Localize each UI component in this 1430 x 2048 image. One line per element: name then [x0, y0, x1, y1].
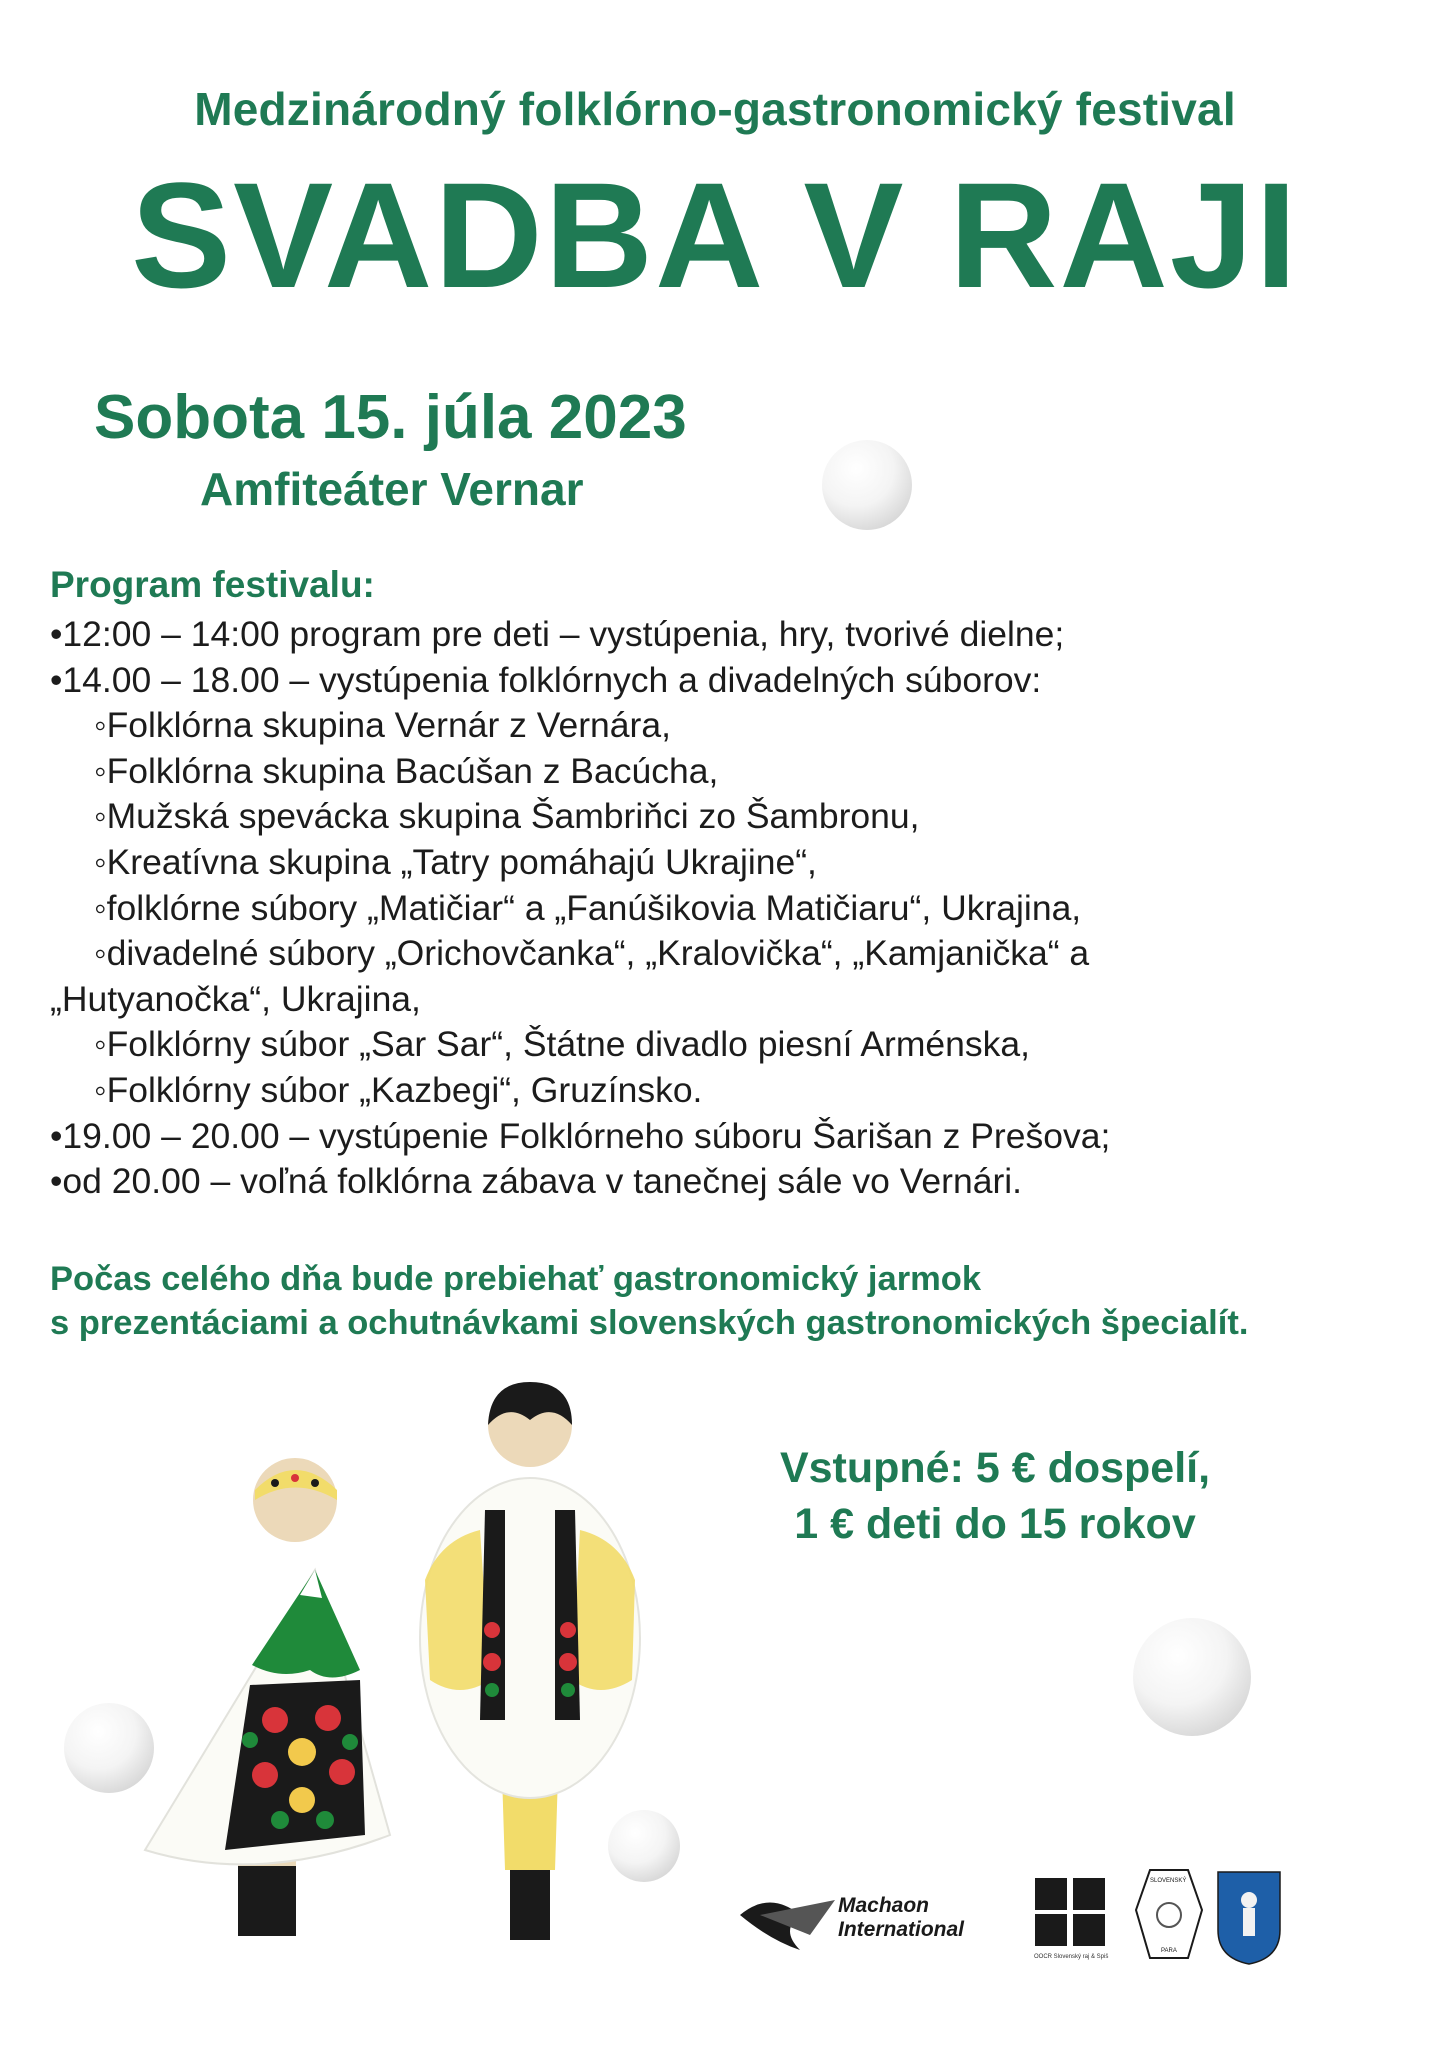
- festival-date: Sobota 15. júla 2023: [94, 383, 687, 452]
- machaon-line2: International: [838, 1918, 965, 1941]
- vernar-coat-of-arms-icon: [1218, 1872, 1280, 1964]
- program-list: [50, 612, 1390, 1205]
- program-heading: Program festivalu:: [50, 564, 375, 605]
- festival-venue: Amfiteáter Vernar: [200, 463, 584, 515]
- machaon-logo: [740, 1894, 965, 1950]
- program-item: •12:00 – 14:00 program pre deti – vystúpenia, hry, tvorivé dielne;: [50, 614, 1065, 654]
- sponsor-logos: [740, 1860, 1300, 1970]
- program-subitem: ◦Folklórna skupina Bacúšan z Bacúcha,: [94, 750, 719, 791]
- machaon-line1: Machaon: [838, 1894, 930, 1917]
- program-item: •14.00 – 18.00 – vystúpenia folklórnych a divadelných súborov:: [50, 659, 1042, 700]
- festival-title: SVADBA V RAJI: [131, 151, 1299, 319]
- admission-children: 1 € deti do 15 rokov: [794, 1500, 1196, 1548]
- white-ball-decoration: [822, 440, 912, 530]
- admission-adults: Vstupné: 5 € dospelí,: [779, 1444, 1211, 1492]
- market-line: s prezentáciami a ochutnávkami slovenských gastronomických špecialít.: [50, 1304, 1249, 1342]
- program-subitem: ◦divadelné súbory „Orichovčanka“, „Kralovička“, „Kamjanička“ a: [94, 933, 1090, 974]
- oocr-caption: OOCR Slovenský raj & Spiš: [1034, 1954, 1109, 1960]
- park-label-bottom: PARA: [1161, 1948, 1177, 1954]
- program-subitem: ◦Folklórny súbor „Sar Sar“, Štátne divadlo piesní Arménska,: [94, 1024, 1031, 1065]
- program-subitem: ◦Folklórny súbor „Kazbegi“, Gruzínsko.: [94, 1069, 703, 1110]
- program-subitem: ◦Folklórna skupina Vernár z Vernára,: [94, 705, 671, 746]
- program-subitem: ◦Kreatívna skupina „Tatry pomáhajú Ukrajine“,: [94, 841, 817, 882]
- folk-figures-illustration: [60, 1380, 700, 1940]
- festival-subtitle: Medzinárodný folklórno-gastronomický festival: [194, 83, 1236, 135]
- park-label-top: SLOVENSKÝ: [1150, 1878, 1187, 1884]
- program-item: •od 20.00 – voľná folklórna zábava v tanečnej sále vo Vernári.: [50, 1161, 1023, 1202]
- program-subitem-continued: „Hutyanočka“, Ukrajina,: [50, 978, 421, 1019]
- program-subitem: ◦folklórne súbory „Matičiar“ a „Fanúšikovia Matičiaru“, Ukrajina,: [94, 887, 1082, 928]
- oocr-logo: [1034, 1878, 1108, 1960]
- admission-prices: [760, 1440, 1230, 1552]
- national-park-logo: [1136, 1870, 1202, 1958]
- program-item: •19.00 – 20.00 – vystúpenie Folklórneho súboru Šarišan z Prešova;: [50, 1115, 1111, 1156]
- male-figure-icon: [420, 1382, 640, 1940]
- program-subitem: ◦Mužská spevácka skupina Šambriňci zo Šambronu,: [94, 796, 920, 837]
- gastronomy-market-note: [50, 1257, 1248, 1345]
- female-figure-icon: [145, 1458, 390, 1936]
- white-ball-decoration: [1133, 1618, 1251, 1736]
- market-line: Počas celého dňa bude prebiehať gastronomický jarmok: [50, 1260, 982, 1298]
